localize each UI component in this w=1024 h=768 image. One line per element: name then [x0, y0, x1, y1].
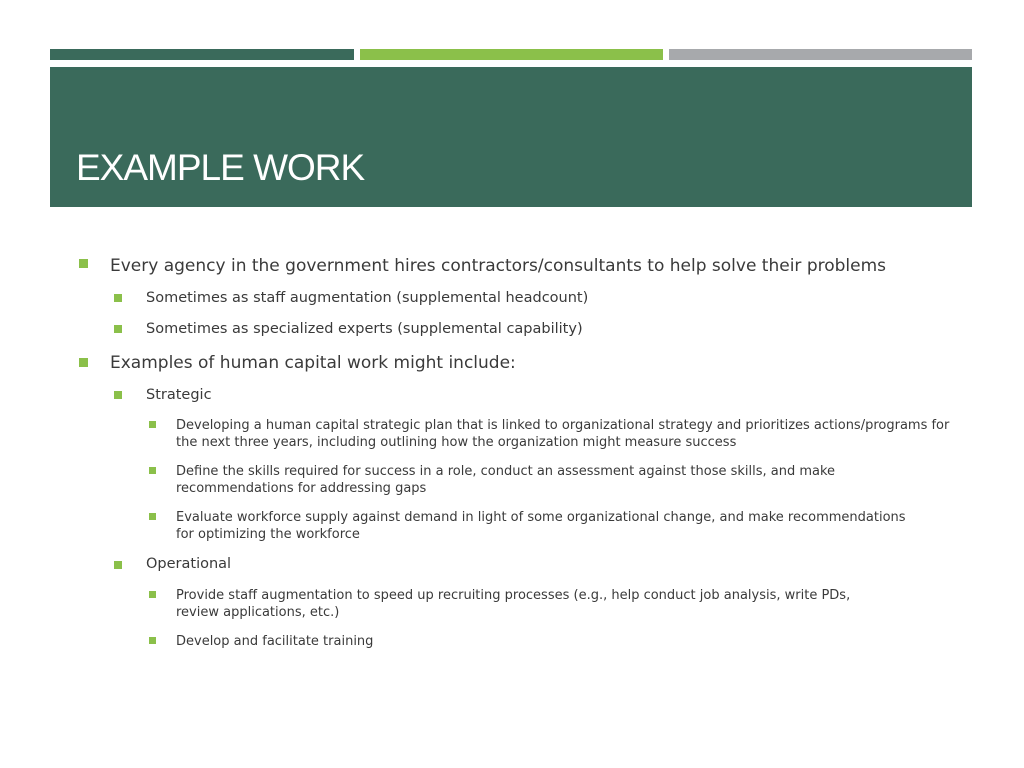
bullet-square-icon: [114, 294, 122, 302]
bullet-item-level1: Every agency in the government hires contractors/consultants to help solve their problems: [110, 256, 887, 276]
bullet-square-icon: [79, 358, 88, 367]
bullet-item-level2: Operational: [146, 556, 232, 572]
bullet-square-icon: [149, 591, 156, 598]
bullet-square-icon: [114, 561, 122, 569]
bullet-item-level3: Develop and facilitate training: [176, 634, 374, 649]
bullet-item-level2: Sometimes as specialized experts (supplemental capability): [146, 321, 583, 337]
bullet-square-icon: [114, 325, 122, 333]
bullet-item-level3: Provide staff augmentation to speed up recruiting processes (e.g., help conduct job analysis, write PDs, review applications, etc.): [176, 588, 851, 620]
bullet-item-level1: Examples of human capital work might include:: [110, 353, 516, 373]
bullet-item-level2: Strategic: [146, 387, 212, 403]
bullet-item-level3: Define the skills required for success in a role, conduct an assessment against those skills, and make recommendations for addressing gaps: [176, 464, 836, 496]
bullet-square-icon: [149, 637, 156, 644]
bullet-item-level2: Sometimes as staff augmentation (supplemental headcount): [146, 290, 589, 306]
bullet-square-icon: [149, 467, 156, 474]
slide-title: EXAMPLE WORK: [76, 147, 365, 188]
bullet-square-icon: [149, 421, 156, 428]
bullet-square-icon: [149, 513, 156, 520]
bullet-item-level3: Evaluate workforce supply against demand in light of some organizational change, and make recommendations for optimizing the workforce: [176, 510, 906, 542]
bullet-square-icon: [79, 259, 88, 268]
bullet-item-level3: Developing a human capital strategic plan that is linked to organizational strategy and prioritizes actions/programs for the next three years, including outlining how the organization might measure success: [176, 418, 950, 450]
bullet-square-icon: [114, 391, 122, 399]
